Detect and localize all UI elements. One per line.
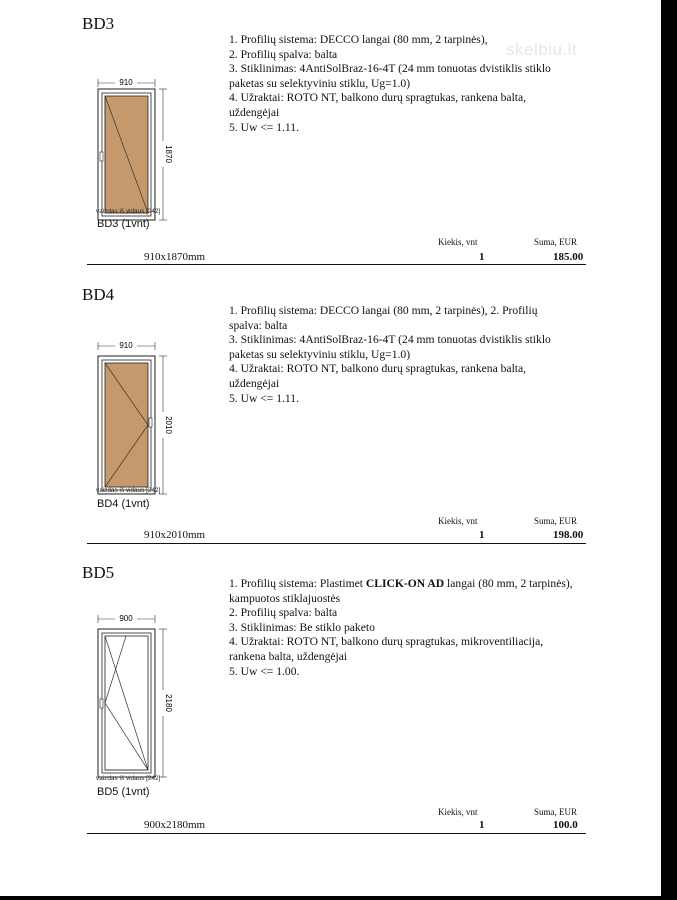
item-label: BD5 (1vnt) [97, 786, 150, 798]
spec-line: 3. Stiklinimas: 4AntiSolBraz-16-4T (24 mm tonuotas dvistiklis stiklo [229, 62, 551, 76]
width-dimension: 900 [119, 614, 133, 623]
item-section-bd5 [0, 563, 661, 853]
sum-header: Suma, EUR [534, 237, 578, 247]
width-dimension: 910 [119, 78, 133, 87]
view-label: vaizdas iš vidaus [242] [96, 775, 161, 782]
spec-line: 4. Užraktai: ROTO NT, balkono durų spragtukas, rankena balta, [229, 91, 527, 105]
door-drawing [85, 599, 195, 799]
size-label: 910x2010mm [144, 529, 206, 541]
spec-line: 1. Profilių sistema: DECCO langai (80 mm, 2 tarpinės), [229, 33, 488, 46]
qty-value: 1 [479, 251, 485, 263]
item-code: BD4 [82, 285, 115, 304]
spec-line: 5. Uw <= 1.00. [229, 664, 300, 678]
spec-line: 1. Profilių sistema: DECCO langai (80 mm, 2 tarpinės), 2. Profilių [229, 304, 538, 317]
spec-line: 5. Uw <= 1.11. [229, 391, 299, 405]
spec-list [229, 33, 629, 135]
spec-line: 4. Užraktai: ROTO NT, balkono durų spragtukas, rankena balta, [229, 362, 527, 376]
spec-line: uždengėjai [229, 376, 280, 390]
spec-line: paketas su selektyviniu stiklu, Ug=1.0) [229, 347, 411, 361]
view-label: vaizdas iš vidaus [242] [96, 208, 161, 215]
height-dimension: 2180 [164, 694, 173, 712]
sum-value: 198.00 [553, 529, 584, 541]
spec-line: spalva: balta [229, 318, 288, 332]
spec-line: 2. Profilių spalva: balta [229, 606, 338, 620]
qty-header: Kiekis, vnt [438, 807, 478, 817]
sum-header: Suma, EUR [534, 516, 578, 526]
width-dimension: 910 [119, 341, 133, 350]
spec-line: 4. Užraktai: ROTO NT, balkono durų spragtukas, mikroventiliacija, [229, 635, 544, 649]
divider-line [87, 264, 586, 265]
view-label: vaizdas iš vidaus [242] [96, 487, 161, 494]
handle-icon [100, 152, 103, 161]
qty-value: 1 [479, 819, 485, 831]
divider-line [87, 833, 586, 834]
spec-line: rankena balta, uždengėjai [229, 649, 348, 663]
system-name: CLICK-ON AD [365, 577, 445, 590]
item-code: BD3 [82, 14, 115, 33]
size-label: 910x1870mm [144, 251, 206, 263]
handle-icon [100, 699, 103, 708]
spec-line: 2. Profilių spalva: balta [229, 47, 338, 61]
divider-line [87, 543, 586, 544]
item-section-bd4 [0, 285, 661, 575]
spec-line: 1. Profilių sistema: Plastimet CLICK-ON AD langai (80 mm, 2 tarpinės), [229, 577, 573, 590]
item-code: BD5 [82, 563, 115, 582]
item-label: BD3 (1vnt) [97, 218, 150, 230]
sum-header: Suma, EUR [534, 807, 578, 817]
size-label: 900x2180mm [144, 819, 206, 831]
spec-line: 3. Stiklinimas: Be stiklo paketo [229, 620, 375, 634]
height-dimension: 1870 [164, 145, 173, 163]
qty-header: Kiekis, vnt [438, 237, 478, 247]
spec-line: uždengėjai [229, 105, 280, 119]
qty-value: 1 [479, 529, 485, 541]
sum-value: 185.00 [553, 251, 584, 263]
watermark: skelbiu.lt [506, 40, 578, 59]
item-section-bd3 [0, 14, 661, 304]
spec-line: kampuotos stiklajuostės [229, 591, 341, 605]
spec-list [229, 577, 629, 679]
spec-line: 3. Stiklinimas: 4AntiSolBraz-16-4T (24 mm tonuotas dvistiklis stiklo [229, 333, 551, 347]
sum-value: 100.0 [553, 819, 578, 831]
height-dimension: 2010 [164, 416, 173, 434]
item-label: BD4 (1vnt) [97, 498, 150, 510]
spec-list [229, 304, 629, 406]
spec-line: 5. Uw <= 1.11. [229, 120, 299, 134]
qty-header: Kiekis, vnt [438, 516, 478, 526]
handle-icon [149, 418, 152, 427]
spec-line: paketas su selektyviniu stiklu, Ug=1.0) [229, 76, 411, 90]
